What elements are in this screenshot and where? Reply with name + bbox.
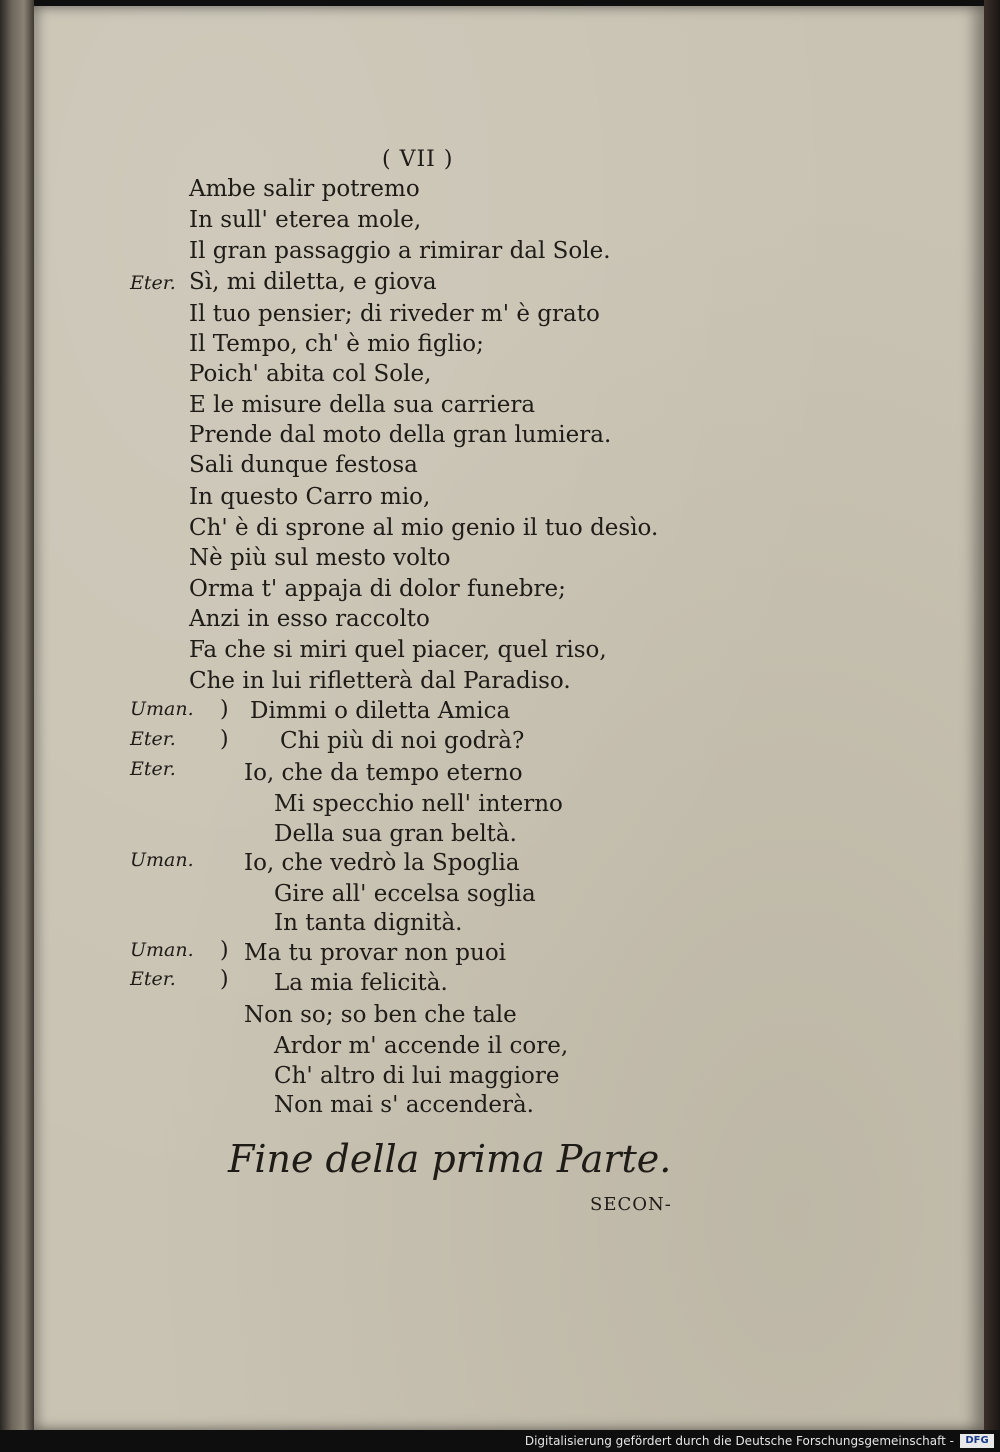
speaker-label: Uman. [130, 939, 194, 961]
dialogue-brace: ) [220, 727, 229, 752]
verse-line: Ma tu provar non puoi [244, 940, 507, 966]
dialogue-brace: ) [220, 938, 229, 963]
page-header: ( VII ) [382, 147, 454, 172]
verse-line: Che in lui rifletterà dal Paradiso. [189, 668, 571, 694]
verse-line: Mi specchio nell' interno [274, 791, 563, 817]
verse-line: Ambe salir potremo [189, 176, 420, 202]
speaker-label: Uman. [130, 849, 194, 871]
verse-line: In sull' eterea mole, [189, 207, 422, 233]
verse-line: Poich' abita col Sole, [189, 361, 432, 387]
speaker-label: Eter. [130, 272, 176, 294]
verse-line: Il tuo pensier; di riveder m' è grato [189, 301, 600, 327]
verse-line: Ch' altro di lui maggiore [274, 1063, 560, 1089]
footer-credit: Digitalisierung gefördert durch die Deutsche Forschungsgemeinschaft - [524, 1434, 954, 1448]
book-right-edge [984, 0, 1000, 1452]
verse-line: Sali dunque festosa [189, 452, 418, 478]
verse-line: Dimmi o diletta Amica [250, 698, 511, 724]
speaker-label: Eter. [130, 758, 176, 780]
dfg-logo-icon: DFG [960, 1434, 994, 1448]
verse-line: Chi più di noi godrà? [280, 728, 525, 754]
speaker-label: Eter. [130, 728, 176, 750]
verse-line: Il Tempo, ch' è mio figlio; [189, 331, 484, 357]
verse-line: Gire all' eccelsa soglia [274, 881, 536, 907]
dialogue-brace: ) [220, 967, 229, 992]
speaker-label: Eter. [130, 968, 176, 990]
dialogue-brace: ) [220, 697, 229, 722]
verse-line: Non so; so ben che tale [244, 1002, 517, 1028]
verse-line: Non mai s' accenderà. [274, 1092, 534, 1118]
verse-line: Io, che vedrò la Spoglia [244, 850, 520, 876]
verse-line: Ch' è di sprone al mio genio il tuo desìo. [189, 515, 659, 541]
verse-line: Della sua gran beltà. [274, 821, 517, 847]
verse-line: La mia felicità. [274, 970, 448, 996]
book-spine-edge [0, 0, 34, 1452]
verse-line: Fa che si miri quel piacer, quel riso, [189, 637, 607, 663]
verse-line: Nè più sul mesto volto [189, 545, 451, 571]
verse-line: E le misure della sua carriera [189, 392, 536, 418]
scanned-page [34, 6, 984, 1430]
verse-line: In questo Carro mio, [189, 484, 431, 510]
verse-line: In tanta dignità. [274, 910, 463, 936]
speaker-label: Uman. [130, 698, 194, 720]
verse-line: Ardor m' accende il core, [274, 1033, 569, 1059]
verse-line: Sì, mi diletta, e giova [189, 269, 437, 295]
verse-line: Anzi in esso raccolto [189, 606, 430, 632]
verse-line: Prende dal moto della gran lumiera. [189, 422, 612, 448]
part-end-title: Fine della prima Parte. [228, 1137, 672, 1181]
verse-line: Io, che da tempo eterno [244, 760, 523, 786]
catchword: SECON- [590, 1194, 672, 1215]
verse-line: Orma t' appaja di dolor funebre; [189, 576, 566, 602]
verse-line: Il gran passaggio a rimirar dal Sole. [189, 238, 611, 264]
digitization-footer [0, 1430, 1000, 1452]
